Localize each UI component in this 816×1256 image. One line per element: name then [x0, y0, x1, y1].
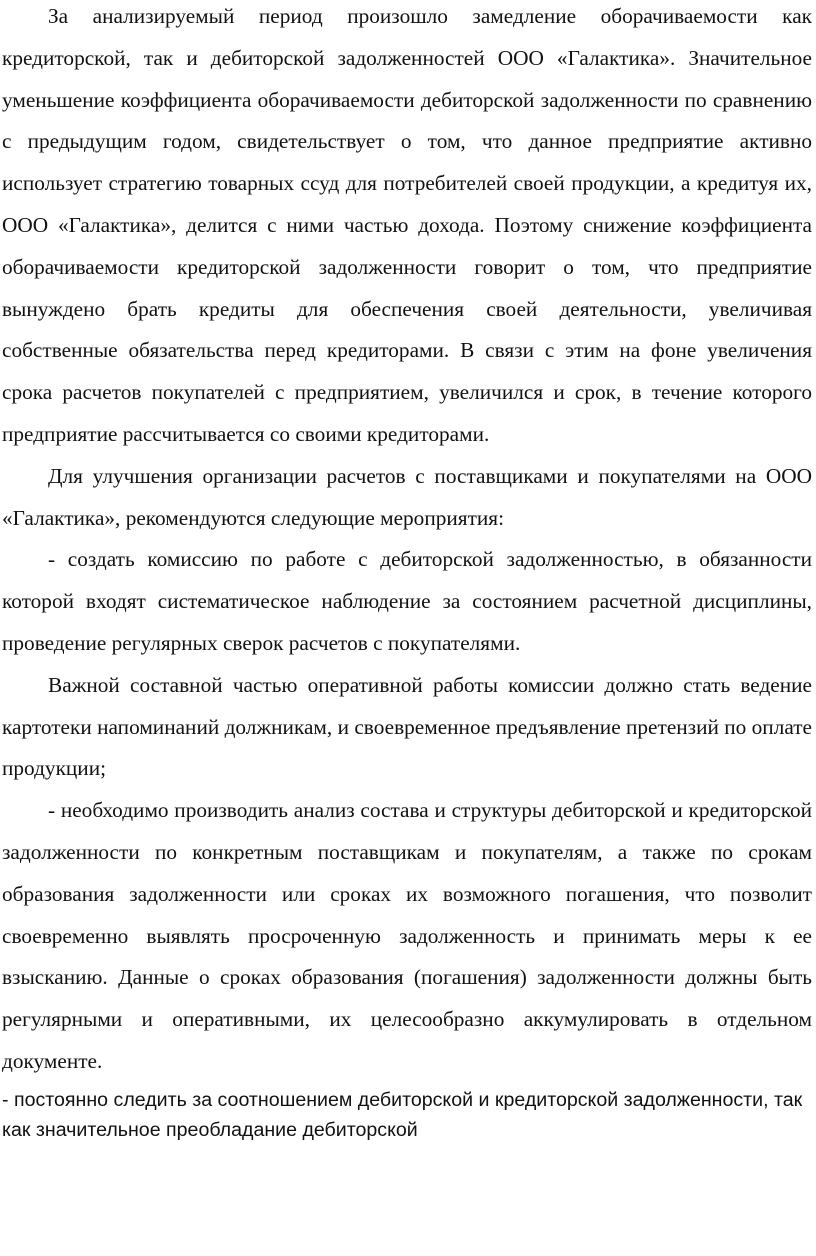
paragraph-commission-work: Важной составной частью оперативной работы комиссии должно стать ведение картотеки напоминаний должникам, и своевременное предъявление претензий по оплате продукции; — [2, 672, 812, 781]
paragraph-debt-analysis: - необходимо производить анализ состава и структуры дебиторской и кредиторской задолженности по конкретным поставщикам и покупателям, а также по срокам образования задолженности или сроках их возможного погашения, что позволит своевременно выявлять просроченную задолженность и принимать меры к ее взысканию. Данные о сроках образования (погашения) задолженности должны быть регулярными и оперативными, их целесообразно аккумулировать в отдельном документе. — [2, 798, 812, 1073]
paragraph-create-commission: - создать комиссию по работе с дебиторской задолженностью, в обязанности которой входят систематическое наблюдение за состоянием расчетной дисциплины, проведение регулярных сверок расчетов с покупателями. — [2, 547, 812, 655]
paragraph-recommendations-intro: Для улучшения организации расчетов с поставщиками и покупателями на ООО «Галактика», рекомендуются следующие мероприятия: — [2, 463, 812, 530]
paragraph-monitor-ratio: - постоянно следить за соотношением дебиторской и кредиторской задолженности, так как значительное преобладание дебиторской — [2, 1088, 803, 1141]
paragraph-turnover-analysis: За анализируемый период произошло замедление оборачиваемости как кредиторской, так и дебиторской задолженностей ООО «Галактика». Значительное уменьшение коэффициента оборачиваемости дебиторской задолженности по сравнению с предыдущим годом, свидетельствует о том, что данное предприятие активно использует стратегию товарных ссуд для потребителей своей продукции, а кредитуя их, ООО «Галактика», делится с ними частью дохода. Поэтому снижение коэффициента оборачиваемости кредиторской задолженности говорит о том, что предприятие вынуждено брать кредиты для обеспечения своей деятельности, увеличивая собственные обязательства перед кредиторами. В связи с этим на фоне увеличения срока расчетов покупателей с предприятием, увеличился и срок, в течение которого предприятие рассчитывается со своими кредиторами. — [2, 4, 812, 446]
